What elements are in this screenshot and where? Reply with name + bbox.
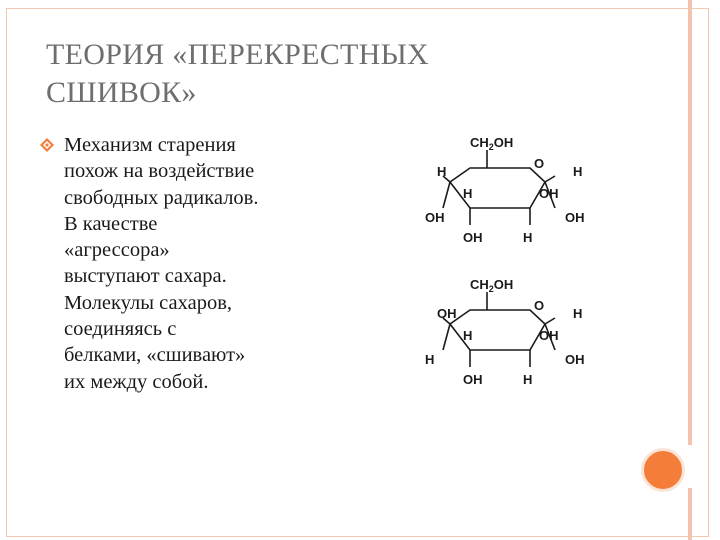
glucose-structure-2 [415,272,615,402]
label-c2-down: OH [463,372,483,387]
bond-c4-up [545,318,555,324]
label-ring-o: O [534,156,545,171]
glucose-structure-1 [415,130,615,260]
label-c3-down: H [523,230,533,245]
label-c3-up: OH [539,328,559,343]
label-c4-up: H [573,164,583,179]
label-c1-up: H [437,164,447,179]
label-ring-o: O [534,298,545,313]
label-c4-down: OH [565,352,585,367]
bond-c1-down [443,324,450,350]
bond-c4-up [545,176,555,182]
label-c3-down: H [523,372,533,387]
bullet-text: Механизм старения похож на воздействие свободных радикалов. В качестве «агрессора» выступают сахара. Молекулы сахаров, соединяясь с белками, «сшивают» их между собой. [64,134,259,393]
orange-diamond-bullet-icon [40,138,54,152]
decorative-orange-circle [641,448,685,492]
slide-title-line-1: ТЕОРИЯ «ПЕРЕКРЕСТНЫХ [46,38,430,71]
label-c1-up: OH [437,306,457,321]
label-c2-up: H [463,186,473,201]
label-c2-down: OH [463,230,483,245]
decorative-rail-bottom [688,488,692,540]
slide-title [46,36,506,112]
label-c3-up: OH [539,186,559,201]
label-c1-down: OH [425,210,445,225]
decorative-rail-top [688,0,692,445]
bond-c1-down [443,182,450,208]
label-ch2oh: $CH_2OH$ [470,277,514,294]
label-c2-up: H [463,328,473,343]
label-c4-up: H [573,306,583,321]
label-c4-down: OH [565,210,585,225]
slide-title-line-2: СШИВОК» [46,76,197,109]
label-ch2oh: $CH_2OH$ [470,135,514,152]
label-c1-down: H [425,352,435,367]
